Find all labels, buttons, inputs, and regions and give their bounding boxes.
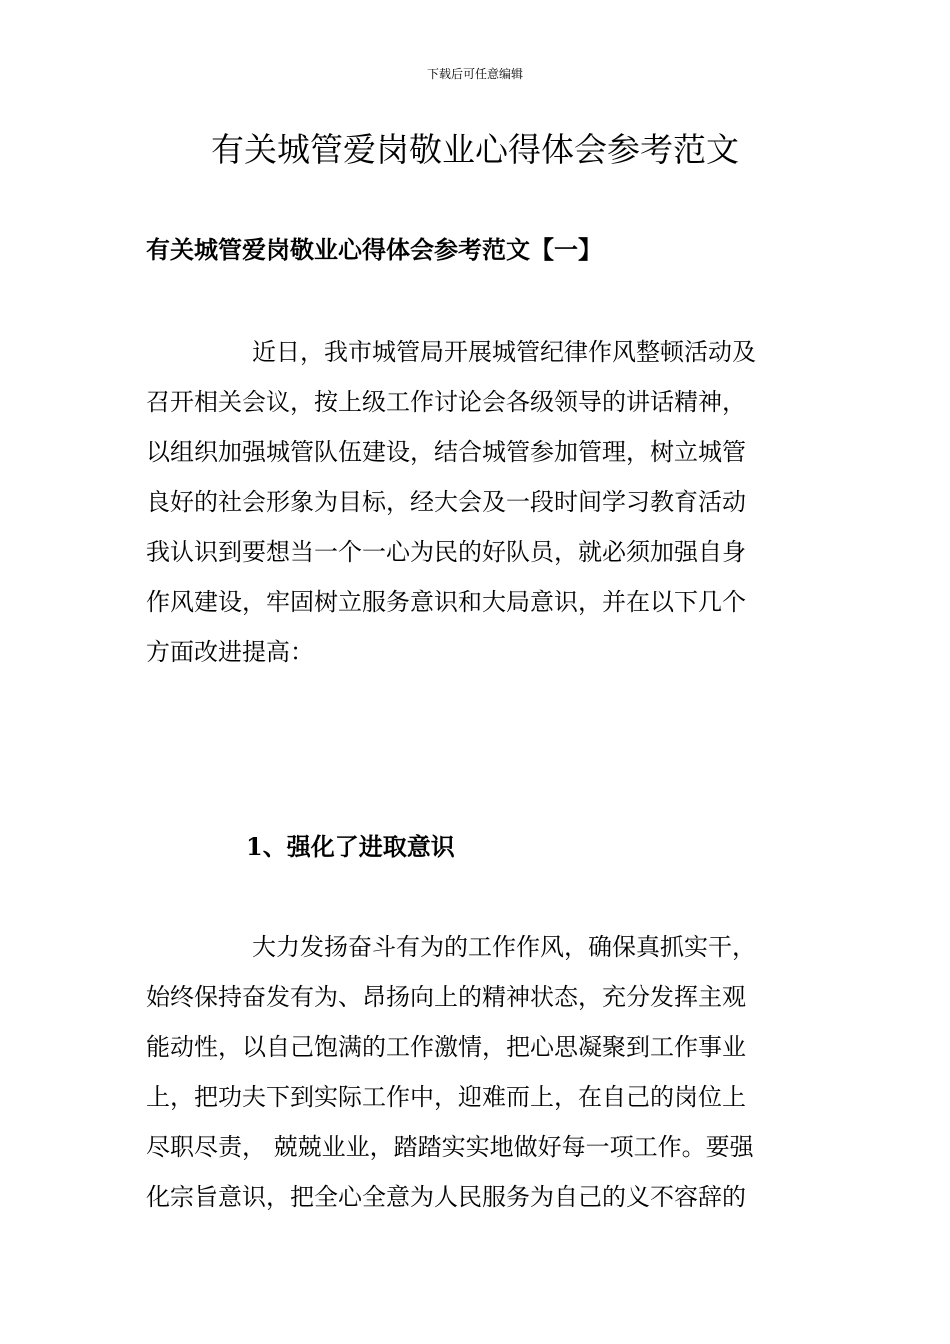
section-heading: 有关城管爱岗敬业心得体会参考范文【一】 bbox=[146, 235, 602, 264]
paragraph-line: 大力发扬奋斗有为的工作作风，确保真抓实干， bbox=[252, 933, 756, 961]
subheading-1: 1、强化了进取意识 bbox=[246, 832, 455, 861]
paragraph-1 bbox=[146, 327, 806, 677]
paragraph-line: 始终保持奋发有为、昂扬向上的精神状态，充分发挥主观 bbox=[146, 983, 746, 1011]
header-note: 下载后可任意编辑 bbox=[426, 67, 523, 81]
paragraph-line: 以组织加强城管队伍建设，结合城管参加管理，树立城管 bbox=[146, 438, 746, 466]
paragraph-line: 方面改进提高： bbox=[146, 638, 314, 666]
paragraph-2 bbox=[146, 922, 806, 1222]
paragraph-line: 化宗旨意识，把全心全意为人民服务为自己的义不容辞的 bbox=[146, 1183, 746, 1211]
paragraph-line: 近日，我市城管局开展城管纪律作风整顿活动及 bbox=[252, 338, 756, 366]
paragraph-line: 上，把功夫下到实际工作中，迎难而上，在自己的岗位上 bbox=[146, 1083, 746, 1111]
paragraph-line: 召开相关会议，按上级工作讨论会各级领导的讲话精神， bbox=[146, 388, 746, 416]
paragraph-line: 良好的社会形象为目标，经大会及一段时间学习教育活动 bbox=[146, 488, 746, 516]
paragraph-line: 作风建设，牢固树立服务意识和大局意识，并在以下几个 bbox=[146, 588, 746, 616]
paragraph-line: 我认识到要想当一个一心为民的好队员，就必须加强自身 bbox=[146, 538, 746, 566]
document-title: 有关城管爱岗敬业心得体会参考范文 bbox=[211, 130, 739, 169]
paragraph-line: 能动性，以自己饱满的工作激情，把心思凝聚到工作事业 bbox=[146, 1033, 746, 1061]
paragraph-line: 尽职尽责， 兢兢业业，踏踏实实地做好每一项工作。要强 bbox=[146, 1133, 754, 1161]
